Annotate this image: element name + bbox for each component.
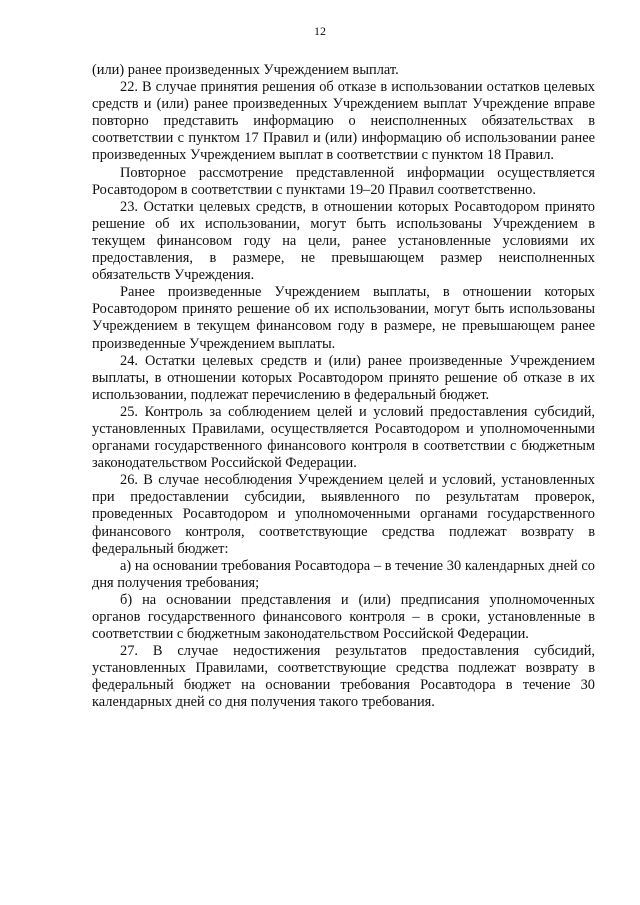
paragraph-item-22: 22. В случае принятия решения об отказе в использовании остатков целевых средств и (или) ранее произведенных Учреждением выплат Учреждение вправе повторно представить информацию о неисполненных обязательствах в соответствии с пунктом 17 Правил и (или) информацию об использовании ранее произведенных Учреждением выплат в соответствии с пунктом 18 Правил.: [92, 79, 595, 164]
paragraph-item-27: 27. В случае недостижения результатов предоставления субсидий, установленных Правилами, соответствующие средства подлежат возврату в федеральный бюджет на основании требования Росавтодора в течение 30 календарных дней со дня получения такого требования.: [92, 643, 595, 711]
paragraph-continuation: (или) ранее произведенных Учреждением выплат.: [92, 62, 399, 78]
page-number: 12: [314, 24, 326, 38]
paragraph-reconsideration: Повторное рассмотрение представленной информации осуществляется Росавтодором в соответствии с пунктами 19–20 Правил соответственно.: [92, 164, 595, 198]
paragraph-item-23: 23. Остатки целевых средств, в отношении которых Росавтодором принято решение об их использовании, могут быть использованы Учреждением в текущем финансовом году на цели, ранее установленные условиями их предоставления, в размере, не превышающем размер неисполненных обязательств Учреждения.: [92, 198, 595, 284]
paragraph-item-25: 25. Контроль за соблюдением целей и условий предоставления субсидий, установленных Правилами, осуществляется Росавтодором и уполномоченными органами государственного финансового контроля в соответствии с бюджетным законодательством Российской Федерации.: [92, 403, 595, 472]
paragraph-item-26-b: б) на основании представления и (или) предписания уполномоченных органов государственного финансового контроля – в сроки, установленные в соответствии с бюджетным законодательством Российской Федерации.: [92, 591, 595, 643]
paragraph-item-26: 26. В случае несоблюдения Учреждением целей и условий, установленных при предоставлении субсидии, выявленного по результатам проверок, проведенных Росавтодором и уполномоченными органами государственного финансового контроля, соответствующие средства подлежат возврату в федеральный бюджет:: [92, 472, 595, 557]
paragraph-item-24: 24. Остатки целевых средств и (или) ранее произведенные Учреждением выплаты, в отношении которых Росавтодором принято решение об отказе в их использовании, подлежат перечислению в федеральный бюджет.: [92, 352, 595, 403]
document-body: [92, 62, 595, 712]
paragraph-previous-payments: Ранее произведенные Учреждением выплаты, в отношении которых Росавтодором принято решение об их использовании, могут быть использованы Учреждением в текущем финансовом году в размере, не превышающем ранее произведенные Учреждением выплаты.: [92, 284, 595, 352]
paragraph-item-26-a: а) на основании требования Росавтодора – в течение 30 календарных дней со дня получения требования;: [92, 557, 595, 591]
